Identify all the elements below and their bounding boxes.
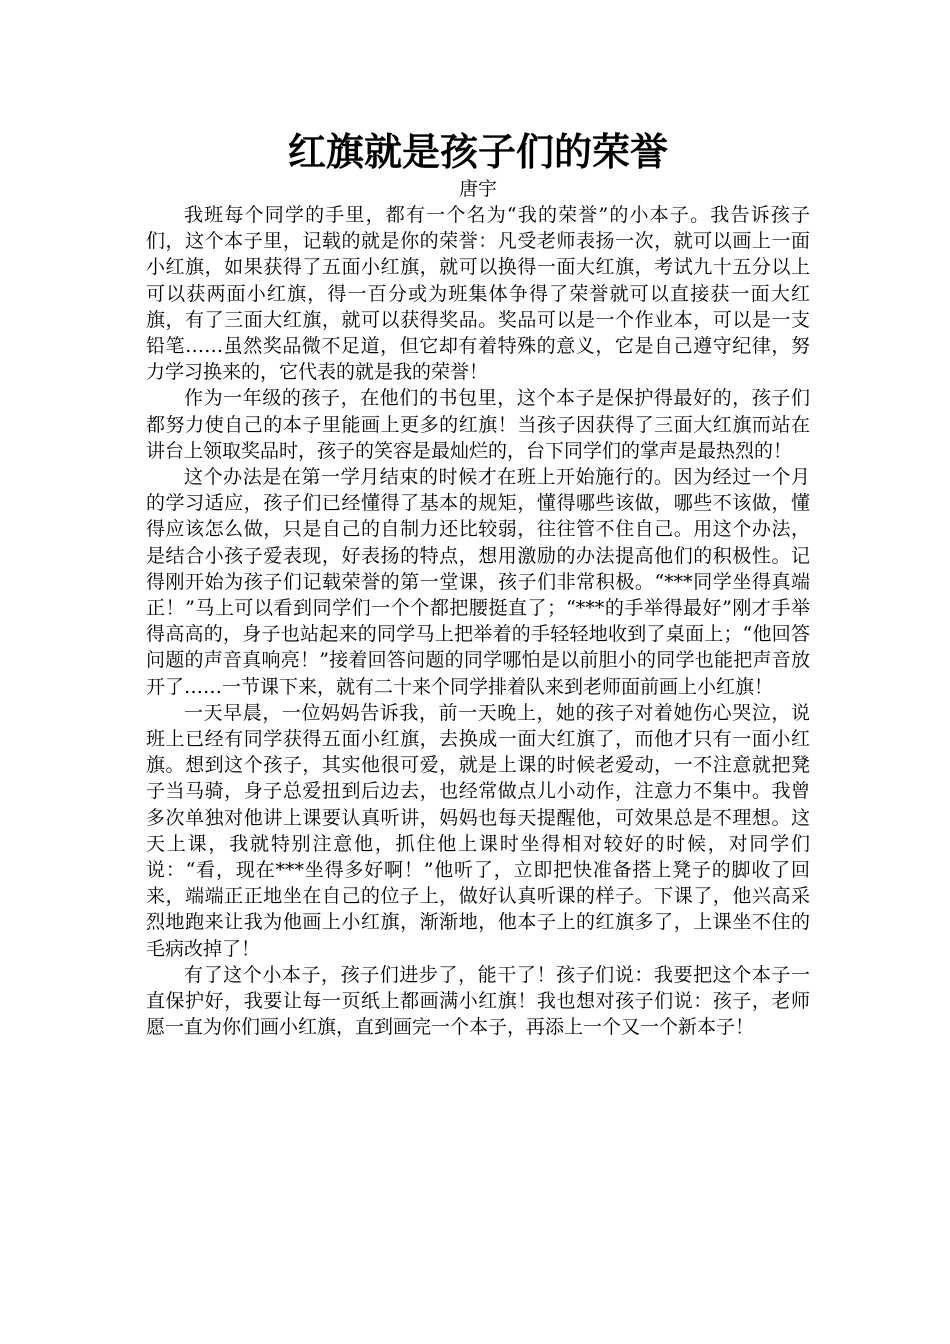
paragraph-4: 一天早晨，一位妈妈告诉我，前一天晚上，她的孩子对着她伤心哭泣，说班上已经有同学获得五面小红旗，去换成一面大红旗了，而他才只有一面小红旗。想到这个孩子，其实他很可爱，就是上课的时候老爱动，一不注意就把凳子当马骑，身子总爱扭到后边去，也经常做点儿小动作，注意力不集中。我曾多次单独对他讲上课要认真听讲，妈妈也每天提醒他，可效果总是不理想。这天上课，我就特别注意他，抓住他上课时坐得相对较好的时候，对同学们说：“看，现在***坐得多好啊！”他听了，立即把快准备搭上凳子的脚收了回来，端端正正地坐在自己的位子上，做好认真听课的样子。下课了，他兴高采烈地跑来让我为他画上小红旗，渐渐地，他本子上的红旗多了，上课坐不住的毛病改掉了！ [146, 701, 810, 960]
document-body [146, 128, 810, 1041]
paragraph-3: 这个办法是在第一学月结束的时候才在班上开始施行的。因为经过一个月的学习适应，孩子们已经懂得了基本的规矩，懂得哪些该做，哪些不该做，懂得应该怎么做，只是自己的自制力还比较弱，往往管不住自己。用这个办法，是结合小孩子爱表现，好表扬的特点，想用激励的办法提高他们的积极性。记得刚开始为孩子们记载荣誉的第一堂课，孩子们非常积极。“***同学坐得真端正！”马上可以看到同学们一个个都把腰挺直了；“***的手举得最好”刚才手举得高高的，身子也站起来的同学马上把举着的手轻轻地收到了桌面上；“他回答问题的声音真响亮！”接着回答问题的同学哪怕是以前胆小的同学也能把声音放开了……一节课下来，就有二十来个同学排着队来到老师面前画上小红旗！ [146, 466, 810, 698]
document-title: 红旗就是孩子们的荣誉 [287, 129, 668, 174]
paragraph-1: 我班每个同学的手里，都有一个名为“我的荣誉”的小本子。我告诉孩子们，这个本子里，记载的就是你的荣誉：凡受老师表扬一次，就可以画上一面小红旗，如果获得了五面小红旗，就可以换得一面大红旗，考试九十五分以上可以获两面小红旗，得一百分或为班集体争得了荣誉就可以直接获一面大红旗，有了三面大红旗，就可以获得奖品。奖品可以是一个作业本，可以是一支铅笔……虽然奖品微不足道，但它却有着特殊的意义，它是自己遵守纪律，努力学习换来的，它代表的就是我的荣誉！ [146, 204, 810, 384]
paragraph-2: 作为一年级的孩子，在他们的书包里，这个本子是保护得最好的，孩子们都努力使自己的本子里能画上更多的红旗！当孩子因获得了三面大红旗而站在讲台上领取奖品时，孩子的笑容是最灿烂的，台下同学们的掌声是最热烈的！ [146, 387, 810, 462]
paragraph-5: 有了这个小本子，孩子们进步了，能干了！孩子们说：我要把这个本子一直保护好，我要让每一页纸上都画满小红旗！我也想对孩子们说：孩子，老师愿一直为你们画小红旗，直到画完一个本子，再添上一个又一个新本子！ [146, 963, 810, 1039]
document-author: 唐宇 [458, 178, 497, 200]
